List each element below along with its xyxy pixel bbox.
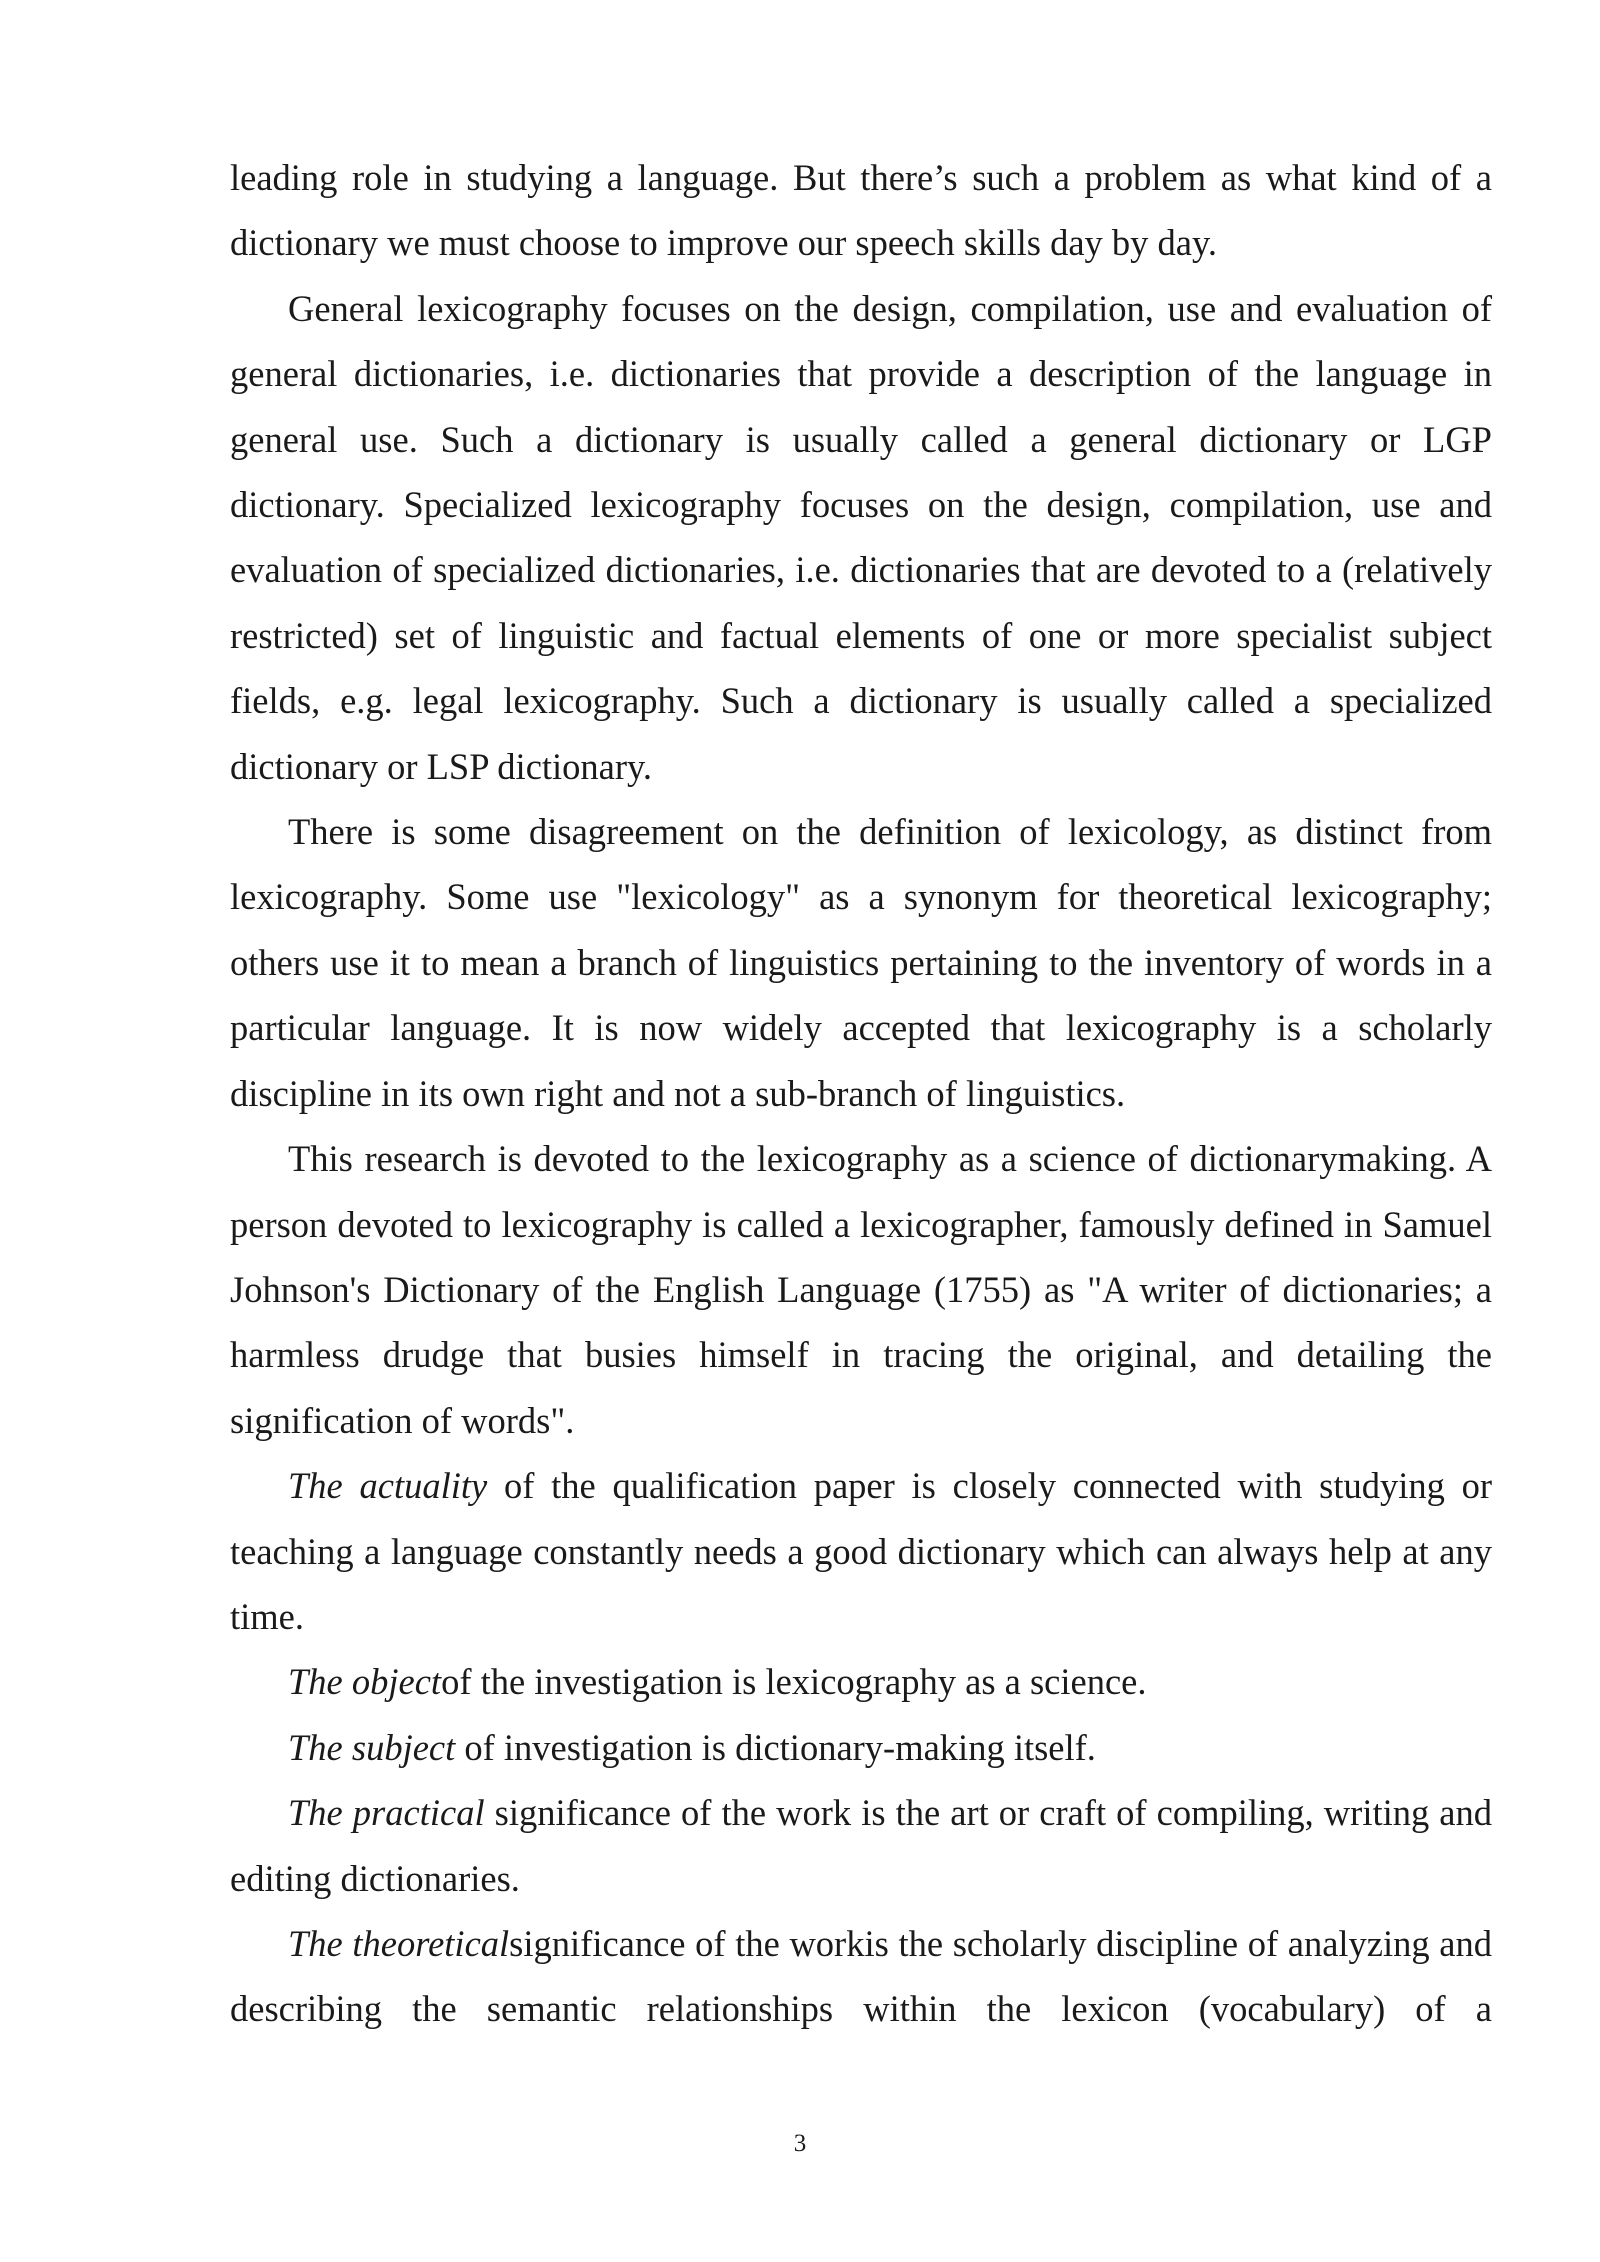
paragraph-text: of the qualification paper is closely connected with studying or teaching a language constantly needs a good dictionary which can always help at any time. xyxy=(230,1465,1493,1637)
paragraph-text: significance of the workis the scholarly discipline of analyzing and describing the semantic relationships within the lexicon (vocabulary) of a xyxy=(230,1922,1493,2030)
italic-term: The object xyxy=(288,1661,442,1703)
paragraph-lexicology-definition xyxy=(230,799,1492,1126)
italic-term: The actuality xyxy=(288,1465,488,1507)
paragraph-intro-continued xyxy=(230,145,1492,276)
paragraph-text: This research is devoted to the lexicography as a science of dictionarymaking. A person devoted to lexicography is called a lexicographer, famously defined in Samuel Johnson's Dictionary of the English Language (1755) as "A writer of dictionaries; a harmless drudge that busies himself in tracing the original, and detailing the signification of words". xyxy=(230,1138,1492,1441)
italic-term: The theoretical xyxy=(288,1922,510,1964)
paragraph-theoretical-significance xyxy=(230,1911,1492,2042)
paragraph-object xyxy=(230,1649,1492,1714)
document-page xyxy=(230,145,1492,2042)
paragraph-text: of investigation is dictionary-making itself. xyxy=(455,1726,1096,1768)
paragraph-actuality xyxy=(230,1453,1492,1649)
paragraph-subject xyxy=(230,1715,1492,1780)
paragraph-text: General lexicography focuses on the design, compilation, use and evaluation of general dictionaries, i.e. dictionaries that provide a description of the language in general use. Such a dictionary is usually called a general dictionary or LGP dictionary. Specialized lexicography focuses on the design, compilation, use and evaluation of specialized dictionaries, i.e. dictionaries that are devoted to a (relatively restricted) set of linguistic and factual elements of one or more specialist subject fields, e.g. legal lexicography. Such a dictionary is usually called a specialized dictionary or LSP dictionary. xyxy=(230,287,1492,787)
paragraph-research-devoted xyxy=(230,1126,1492,1453)
paragraph-text: leading role in studying a language. But there’s such a problem as what kind of a dictionary we must choose to improve our speech skills day by day. xyxy=(230,157,1492,264)
page-number: 3 xyxy=(793,2130,807,2157)
paragraph-text: of the investigation is lexicography as a science. xyxy=(441,1661,1147,1703)
italic-term: The practical xyxy=(288,1792,485,1834)
italic-term: The subject xyxy=(288,1726,456,1768)
paragraph-general-lexicography xyxy=(230,276,1492,799)
paragraph-text: significance of the work is the art or craft of compiling, writing and editing dictionaries. xyxy=(230,1792,1493,1899)
paragraph-practical-significance xyxy=(230,1780,1492,1911)
paragraph-text: There is some disagreement on the definition of lexicology, as distinct from lexicography. Some use "lexicology" as a synonym for theoretical lexicography; others use it to mean a branch of linguistics pertaining to the inventory of words in a particular language. It is now widely accepted that lexicography is a scholarly discipline in its own right and not a sub-branch of linguistics. xyxy=(230,811,1492,1114)
